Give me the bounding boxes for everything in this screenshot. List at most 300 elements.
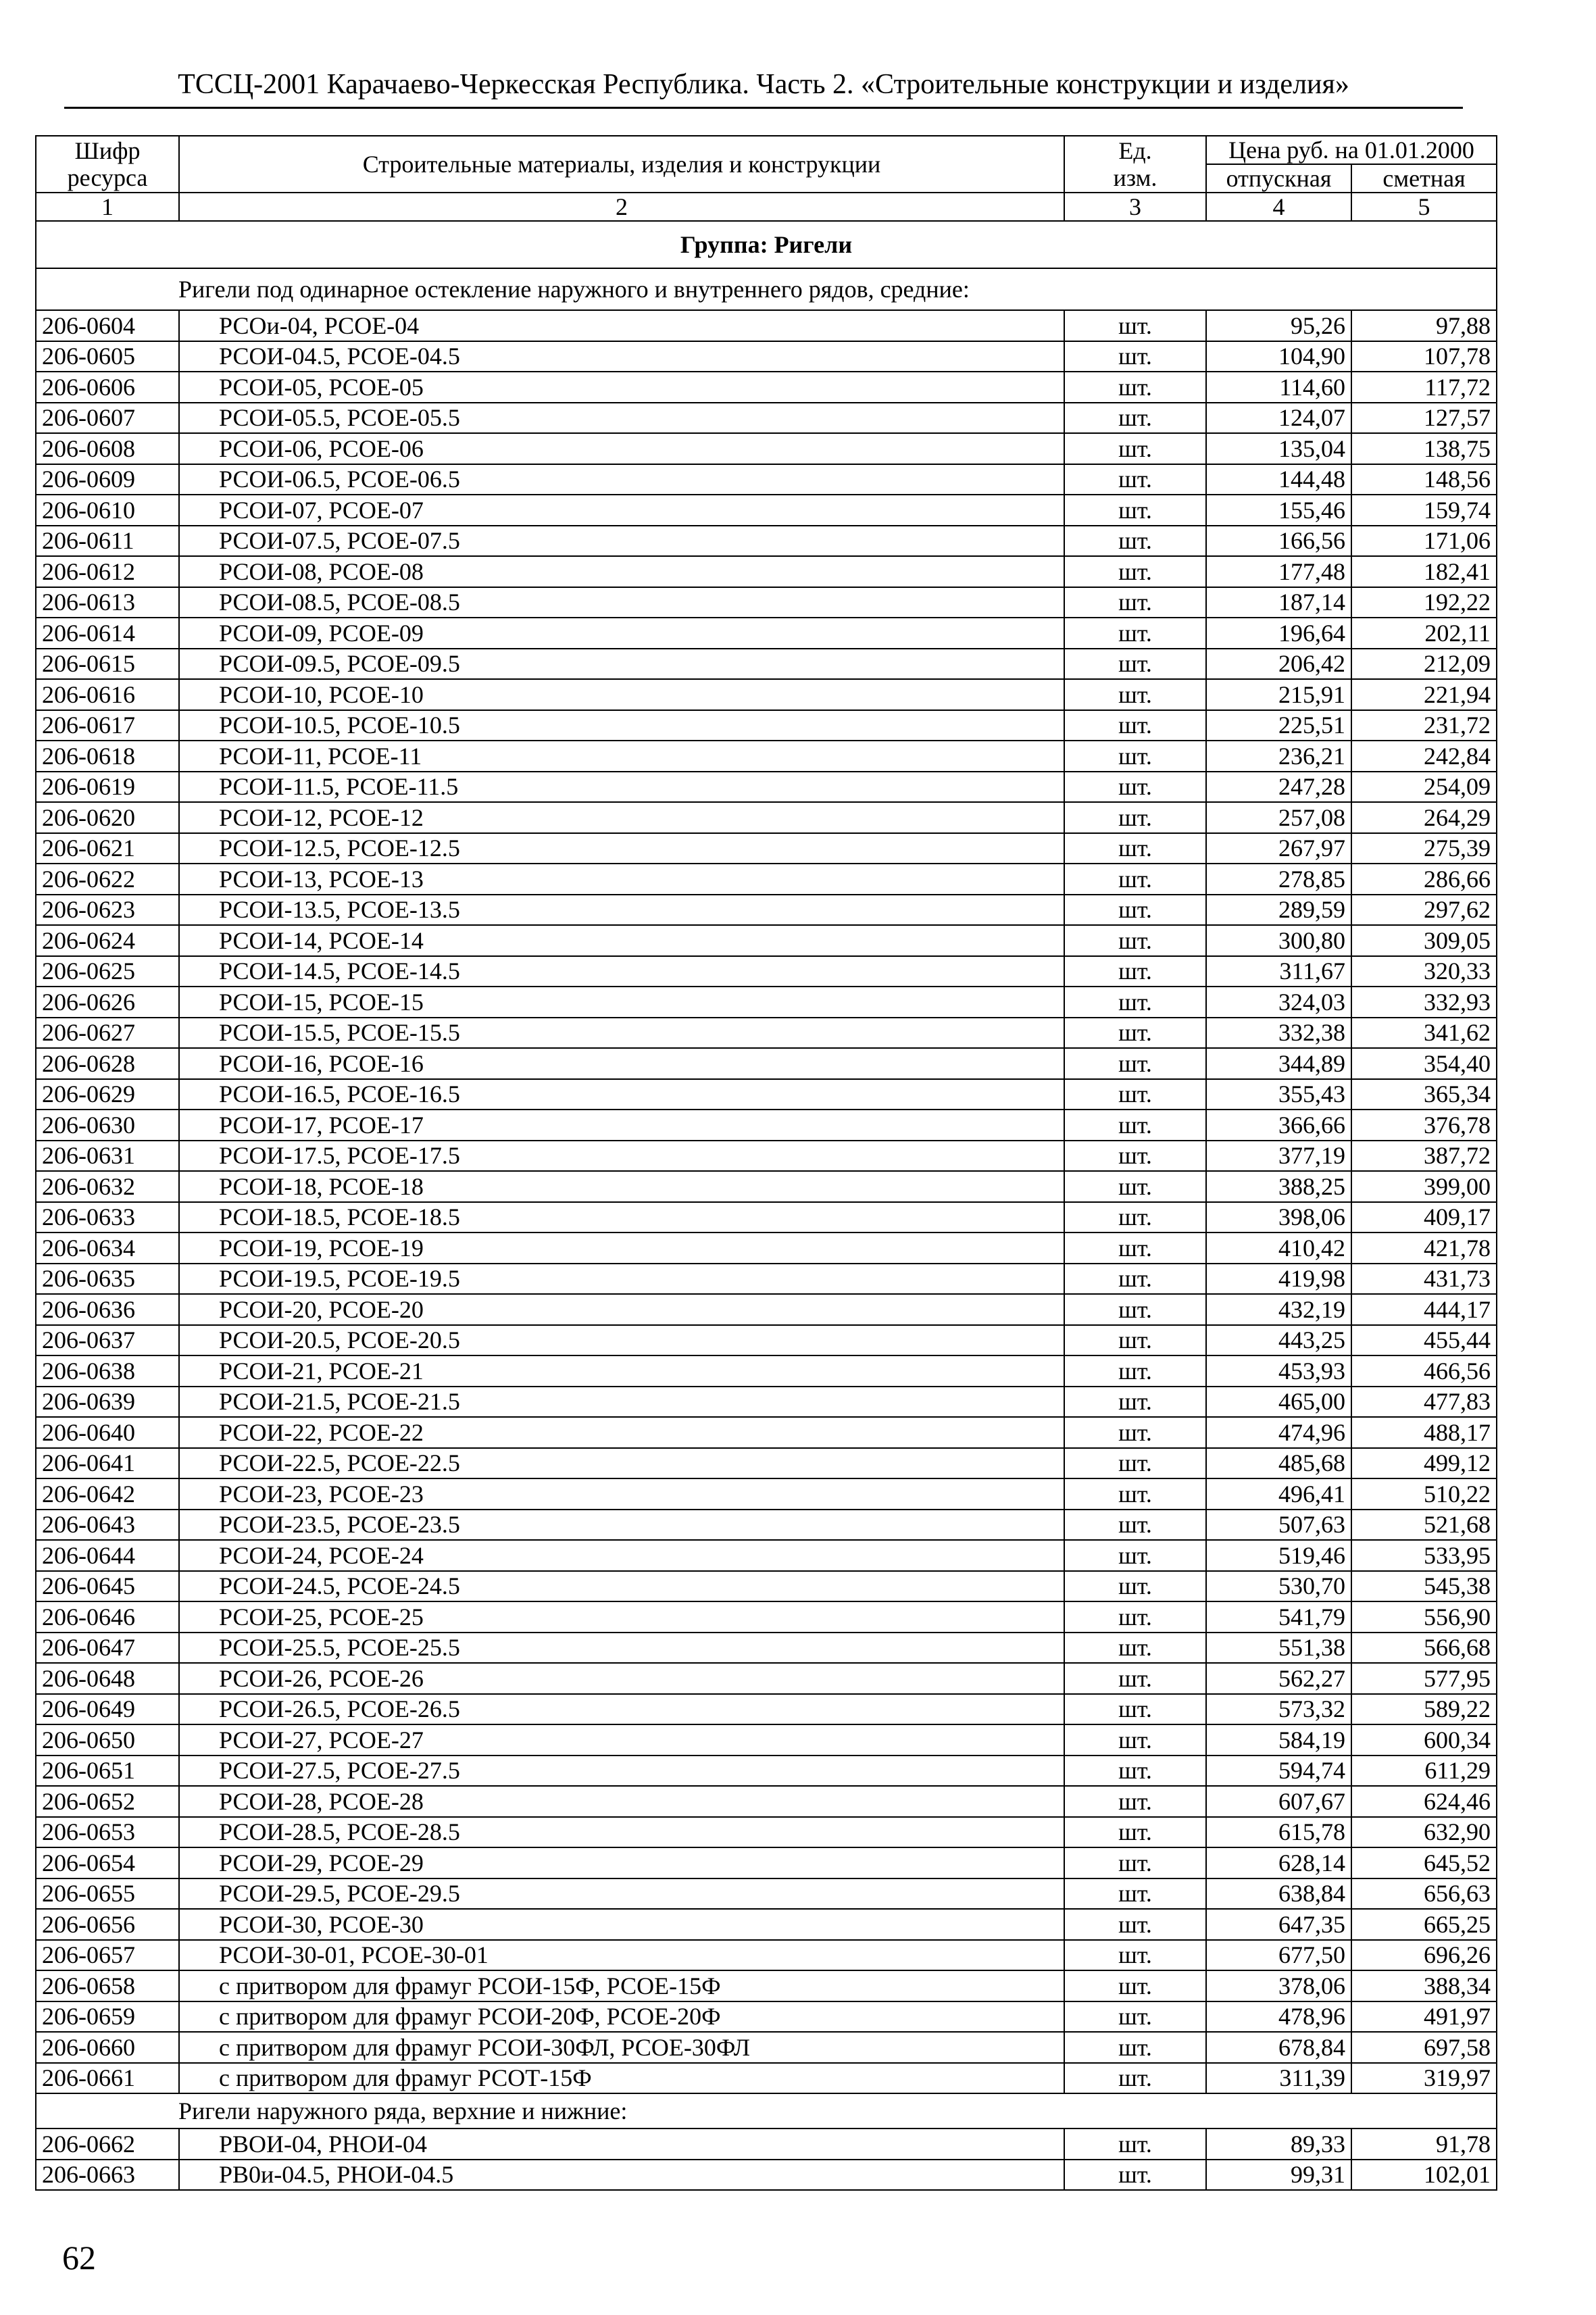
unit-of-measure: шт. [1064, 1847, 1206, 1878]
resource-code: 206-0612 [36, 556, 179, 587]
resource-code: 206-0625 [36, 956, 179, 987]
material-name: РВ0и-04.5, РНОИ-04.5 [179, 2160, 1064, 2191]
unit-of-measure: шт. [1064, 987, 1206, 1018]
release-price: 584,19 [1206, 1724, 1351, 1756]
unit-of-measure: шт. [1064, 310, 1206, 341]
unit-of-measure: шт. [1064, 741, 1206, 772]
resource-code: 206-0607 [36, 403, 179, 434]
estimate-price: 231,72 [1351, 710, 1497, 741]
release-price: 247,28 [1206, 772, 1351, 803]
unit-of-measure: шт. [1064, 1724, 1206, 1756]
table-row [36, 1325, 1497, 1356]
resource-code: 206-0635 [36, 1264, 179, 1295]
table-row [36, 618, 1497, 649]
material-name: РСОИ-12, РСОЕ-12 [179, 802, 1064, 833]
material-name: РСОИ-15.5, РСОЕ-15.5 [179, 1018, 1064, 1049]
estimate-price: 696,26 [1351, 1940, 1497, 1971]
unit-of-measure: шт. [1064, 649, 1206, 680]
estimate-price: 545,38 [1351, 1571, 1497, 1602]
resource-code: 206-0623 [36, 895, 179, 926]
price-table [35, 135, 1497, 2191]
table-row [36, 372, 1497, 403]
column-number: 1 [36, 193, 179, 221]
table-row [36, 1510, 1497, 1541]
material-name: РСОИ-17, РСОЕ-17 [179, 1110, 1064, 1141]
table-row [36, 1540, 1497, 1571]
unit-of-measure: шт. [1064, 1694, 1206, 1725]
material-name: РСОИ-22.5, РСОЕ-22.5 [179, 1448, 1064, 1479]
table-row [36, 1633, 1497, 1664]
material-name: РСОИ-08, РСОЕ-08 [179, 556, 1064, 587]
unit-of-measure: шт. [1064, 1940, 1206, 1971]
estimate-price: 388,34 [1351, 1970, 1497, 2001]
release-price: 187,14 [1206, 587, 1351, 618]
material-name: РСОИ-13.5, РСОЕ-13.5 [179, 895, 1064, 926]
release-price: 594,74 [1206, 1756, 1351, 1787]
table-row [36, 495, 1497, 526]
table-row [36, 1571, 1497, 1602]
column-number: 2 [179, 193, 1064, 221]
resource-code: 206-0639 [36, 1387, 179, 1418]
unit-of-measure: шт. [1064, 372, 1206, 403]
resource-code: 206-0648 [36, 1663, 179, 1694]
table-row [36, 1786, 1497, 1817]
column-number: 4 [1206, 193, 1351, 221]
resource-code: 206-0658 [36, 1970, 179, 2001]
resource-code: 206-0609 [36, 464, 179, 495]
material-name: РСОИ-21, РСОЕ-21 [179, 1355, 1064, 1387]
resource-code: 206-0643 [36, 1510, 179, 1541]
table-row [36, 433, 1497, 464]
estimate-price: 376,78 [1351, 1110, 1497, 1141]
release-price: 236,21 [1206, 741, 1351, 772]
material-name: РСОИ-27, РСОЕ-27 [179, 1724, 1064, 1756]
table-row [36, 341, 1497, 372]
release-price: 344,89 [1206, 1048, 1351, 1079]
estimate-price: 455,44 [1351, 1325, 1497, 1356]
header-price-release: отпускная [1206, 164, 1351, 193]
release-price: 206,42 [1206, 649, 1351, 680]
unit-of-measure: шт. [1064, 1294, 1206, 1325]
material-name: РСОИ-07.5, РСОЕ-07.5 [179, 526, 1064, 557]
release-price: 419,98 [1206, 1264, 1351, 1295]
resource-code: 206-0610 [36, 495, 179, 526]
estimate-price: 117,72 [1351, 372, 1497, 403]
estimate-price: 477,83 [1351, 1387, 1497, 1418]
unit-of-measure: шт. [1064, 1817, 1206, 1848]
table-row [36, 2160, 1497, 2191]
resource-code: 206-0616 [36, 679, 179, 710]
release-price: 99,31 [1206, 2160, 1351, 2191]
unit-of-measure: шт. [1064, 1141, 1206, 1172]
release-price: 541,79 [1206, 1601, 1351, 1633]
material-name: РВОИ-04, РНОИ-04 [179, 2129, 1064, 2160]
table-row [36, 2129, 1497, 2160]
release-price: 166,56 [1206, 526, 1351, 557]
unit-of-measure: шт. [1064, 1633, 1206, 1664]
release-price: 177,48 [1206, 556, 1351, 587]
table-row [36, 1847, 1497, 1878]
unit-of-measure: шт. [1064, 1264, 1206, 1295]
resource-code: 206-0636 [36, 1294, 179, 1325]
resource-code: 206-0631 [36, 1141, 179, 1172]
release-price: 388,25 [1206, 1171, 1351, 1202]
release-price: 144,48 [1206, 464, 1351, 495]
material-name: РСОИ-29, РСОЕ-29 [179, 1847, 1064, 1878]
material-name: РСОИ-26.5, РСОЕ-26.5 [179, 1694, 1064, 1725]
release-price: 573,32 [1206, 1694, 1351, 1725]
material-name: РСОИ-21.5, РСОЕ-21.5 [179, 1387, 1064, 1418]
unit-of-measure: шт. [1064, 833, 1206, 864]
release-price: 677,50 [1206, 1940, 1351, 1971]
resource-code: 206-0655 [36, 1878, 179, 1910]
table-row [36, 987, 1497, 1018]
unit-of-measure: шт. [1064, 1325, 1206, 1356]
unit-of-measure: шт. [1064, 1510, 1206, 1541]
release-price: 278,85 [1206, 864, 1351, 895]
table-row [36, 1141, 1497, 1172]
material-name: РСОИ-22, РСОЕ-22 [179, 1417, 1064, 1448]
material-name: РСОИ-19, РСОЕ-19 [179, 1233, 1064, 1264]
table-row [36, 802, 1497, 833]
header-code [36, 136, 179, 193]
material-name: с притвором для фрамуг РСОТ-15Ф [179, 2063, 1064, 2094]
estimate-price: 212,09 [1351, 649, 1497, 680]
resource-code: 206-0650 [36, 1724, 179, 1756]
release-price: 95,26 [1206, 310, 1351, 341]
release-price: 410,42 [1206, 1233, 1351, 1264]
table-row [36, 1171, 1497, 1202]
estimate-price: 387,72 [1351, 1141, 1497, 1172]
estimate-price: 510,22 [1351, 1478, 1497, 1510]
estimate-price: 309,05 [1351, 925, 1497, 956]
release-price: 496,41 [1206, 1478, 1351, 1510]
release-price: 551,38 [1206, 1633, 1351, 1664]
estimate-price: 332,93 [1351, 987, 1497, 1018]
estimate-price: 611,29 [1351, 1756, 1497, 1787]
release-price: 615,78 [1206, 1817, 1351, 1848]
resource-code: 206-0606 [36, 372, 179, 403]
resource-code: 206-0640 [36, 1417, 179, 1448]
material-name: РСОИ-10, РСОЕ-10 [179, 679, 1064, 710]
estimate-price: 319,97 [1351, 2063, 1497, 2094]
resource-code: 206-0622 [36, 864, 179, 895]
estimate-price: 264,29 [1351, 802, 1497, 833]
estimate-price: 275,39 [1351, 833, 1497, 864]
estimate-price: 665,25 [1351, 1909, 1497, 1940]
release-price: 443,25 [1206, 1325, 1351, 1356]
unit-of-measure: шт. [1064, 1756, 1206, 1787]
material-name: с притвором для фрамуг РСОИ-30ФЛ, РСОЕ-30ФЛ [179, 2032, 1064, 2063]
unit-of-measure: шт. [1064, 1110, 1206, 1141]
resource-code: 206-0629 [36, 1079, 179, 1110]
estimate-price: 566,68 [1351, 1633, 1497, 1664]
resource-code: 206-0662 [36, 2129, 179, 2160]
table-row [36, 1387, 1497, 1418]
unit-of-measure: шт. [1064, 556, 1206, 587]
material-name: РСОИ-07, РСОЕ-07 [179, 495, 1064, 526]
unit-of-measure: шт. [1064, 1970, 1206, 2001]
estimate-price: 97,88 [1351, 310, 1497, 341]
header-code-line1: Шифр [74, 137, 141, 164]
estimate-price: 102,01 [1351, 2160, 1497, 2191]
resource-code: 206-0642 [36, 1478, 179, 1510]
table-row [36, 2001, 1497, 2033]
material-name: РСОИ-27.5, РСОЕ-27.5 [179, 1756, 1064, 1787]
resource-code: 206-0654 [36, 1847, 179, 1878]
table-row [36, 1079, 1497, 1110]
release-price: 607,67 [1206, 1786, 1351, 1817]
material-name: РСОИ-13, РСОЕ-13 [179, 864, 1064, 895]
unit-of-measure: шт. [1064, 1878, 1206, 1910]
estimate-price: 645,52 [1351, 1847, 1497, 1878]
release-price: 453,93 [1206, 1355, 1351, 1387]
resource-code: 206-0615 [36, 649, 179, 680]
table-row [36, 1202, 1497, 1233]
release-price: 124,07 [1206, 403, 1351, 434]
table-row [36, 1264, 1497, 1295]
table-row [36, 1878, 1497, 1910]
estimate-price: 286,66 [1351, 864, 1497, 895]
table-row [36, 587, 1497, 618]
estimate-price: 297,62 [1351, 895, 1497, 926]
release-price: 267,97 [1206, 833, 1351, 864]
table-row [36, 956, 1497, 987]
material-name: РСОИ-17.5, РСОЕ-17.5 [179, 1141, 1064, 1172]
unit-of-measure: шт. [1064, 1909, 1206, 1940]
unit-of-measure: шт. [1064, 864, 1206, 895]
unit-of-measure: шт. [1064, 772, 1206, 803]
unit-of-measure: шт. [1064, 1048, 1206, 1079]
table-row [36, 1110, 1497, 1141]
unit-of-measure: шт. [1064, 1018, 1206, 1049]
resource-code: 206-0653 [36, 1817, 179, 1848]
release-price: 474,96 [1206, 1417, 1351, 1448]
release-price: 530,70 [1206, 1571, 1351, 1602]
estimate-price: 202,11 [1351, 618, 1497, 649]
material-name: РСОИ-28.5, РСОЕ-28.5 [179, 1817, 1064, 1848]
estimate-price: 192,22 [1351, 587, 1497, 618]
unit-of-measure: шт. [1064, 618, 1206, 649]
release-price: 324,03 [1206, 987, 1351, 1018]
estimate-price: 138,75 [1351, 433, 1497, 464]
table-row [36, 556, 1497, 587]
material-name: РСОИ-14, РСОЕ-14 [179, 925, 1064, 956]
release-price: 377,19 [1206, 1141, 1351, 1172]
estimate-price: 589,22 [1351, 1694, 1497, 1725]
material-name: РСОИ-18, РСОЕ-18 [179, 1171, 1064, 1202]
resource-code: 206-0660 [36, 2032, 179, 2063]
unit-of-measure: шт. [1064, 2032, 1206, 2063]
table-row [36, 1694, 1497, 1725]
resource-code: 206-0645 [36, 1571, 179, 1602]
resource-code: 206-0652 [36, 1786, 179, 1817]
estimate-price: 444,17 [1351, 1294, 1497, 1325]
release-price: 519,46 [1206, 1540, 1351, 1571]
unit-of-measure: шт. [1064, 433, 1206, 464]
estimate-price: 91,78 [1351, 2129, 1497, 2160]
release-price: 366,66 [1206, 1110, 1351, 1141]
unit-of-measure: шт. [1064, 1540, 1206, 1571]
page-number: 62 [62, 2239, 96, 2276]
table-row [36, 1817, 1497, 1848]
section-label: Ригели под одинарное остекление наружного и внутреннего рядов, средние: [36, 268, 1497, 310]
unit-of-measure: шт. [1064, 1355, 1206, 1387]
estimate-price: 521,68 [1351, 1510, 1497, 1541]
table-row [36, 1601, 1497, 1633]
unit-of-measure: шт. [1064, 1448, 1206, 1479]
unit-of-measure: шт. [1064, 925, 1206, 956]
table-row [36, 1756, 1497, 1787]
resource-code: 206-0627 [36, 1018, 179, 1049]
estimate-price: 107,78 [1351, 341, 1497, 372]
unit-of-measure: шт. [1064, 587, 1206, 618]
resource-code: 206-0634 [36, 1233, 179, 1264]
resource-code: 206-0663 [36, 2160, 179, 2191]
material-name: РСОИ-25, РСОЕ-25 [179, 1601, 1064, 1633]
material-name: РСОИ-11.5, РСОЕ-11.5 [179, 772, 1064, 803]
table-row [36, 526, 1497, 557]
resource-code: 206-0613 [36, 587, 179, 618]
material-name: РСОИ-10.5, РСОЕ-10.5 [179, 710, 1064, 741]
release-price: 196,64 [1206, 618, 1351, 649]
material-name: РСОИ-29.5, РСОЕ-29.5 [179, 1878, 1064, 1910]
release-price: 89,33 [1206, 2129, 1351, 2160]
table-row [36, 864, 1497, 895]
table-row [36, 1909, 1497, 1940]
estimate-price: 491,97 [1351, 2001, 1497, 2033]
estimate-price: 577,95 [1351, 1663, 1497, 1694]
release-price: 638,84 [1206, 1878, 1351, 1910]
resource-code: 206-0605 [36, 341, 179, 372]
material-name: РСОИ-12.5, РСОЕ-12.5 [179, 833, 1064, 864]
unit-of-measure: шт. [1064, 2160, 1206, 2191]
table-row [36, 649, 1497, 680]
unit-of-measure: шт. [1064, 1601, 1206, 1633]
estimate-price: 409,17 [1351, 1202, 1497, 1233]
estimate-price: 499,12 [1351, 1448, 1497, 1479]
table-row [36, 1233, 1497, 1264]
unit-of-measure: шт. [1064, 1079, 1206, 1110]
header-unit-line2: изм. [1113, 164, 1157, 191]
estimate-price: 365,34 [1351, 1079, 1497, 1110]
material-name: с притвором для фрамуг РСОИ-15Ф, РСОЕ-15Ф [179, 1970, 1064, 2001]
table-row [36, 1417, 1497, 1448]
resource-code: 206-0630 [36, 1110, 179, 1141]
table-row [36, 1448, 1497, 1479]
table-row [36, 772, 1497, 803]
resource-code: 206-0638 [36, 1355, 179, 1387]
section-label: Ригели наружного ряда, верхние и нижние: [36, 2093, 1497, 2129]
estimate-price: 399,00 [1351, 1171, 1497, 1202]
material-name: РСОИ-30, РСОЕ-30 [179, 1909, 1064, 1940]
table-row [36, 1478, 1497, 1510]
column-number: 3 [1064, 193, 1206, 221]
resource-code: 206-0611 [36, 526, 179, 557]
table-row [36, 1048, 1497, 1079]
resource-code: 206-0651 [36, 1756, 179, 1787]
resource-code: 206-0661 [36, 2063, 179, 2094]
estimate-price: 148,56 [1351, 464, 1497, 495]
release-price: 465,00 [1206, 1387, 1351, 1418]
table-row [36, 710, 1497, 741]
header-price-estimate: сметная [1351, 164, 1497, 193]
estimate-price: 354,40 [1351, 1048, 1497, 1079]
resource-code: 206-0617 [36, 710, 179, 741]
estimate-price: 254,09 [1351, 772, 1497, 803]
resource-code: 206-0608 [36, 433, 179, 464]
resource-code: 206-0644 [36, 1540, 179, 1571]
estimate-price: 533,95 [1351, 1540, 1497, 1571]
release-price: 135,04 [1206, 433, 1351, 464]
material-name: РСОИ-09.5, РСОЕ-09.5 [179, 649, 1064, 680]
release-price: 332,38 [1206, 1018, 1351, 1049]
table-row [36, 925, 1497, 956]
unit-of-measure: шт. [1064, 1478, 1206, 1510]
release-price: 485,68 [1206, 1448, 1351, 1479]
table-row [36, 1294, 1497, 1325]
unit-of-measure: шт. [1064, 526, 1206, 557]
unit-of-measure: шт. [1064, 403, 1206, 434]
table-row [36, 1018, 1497, 1049]
estimate-price: 182,41 [1351, 556, 1497, 587]
release-price: 114,60 [1206, 372, 1351, 403]
unit-of-measure: шт. [1064, 341, 1206, 372]
table-row [36, 1355, 1497, 1387]
release-price: 562,27 [1206, 1663, 1351, 1694]
estimate-price: 556,90 [1351, 1601, 1497, 1633]
table-row [36, 1970, 1497, 2001]
material-name: РСОИ-18.5, РСОЕ-18.5 [179, 1202, 1064, 1233]
estimate-price: 127,57 [1351, 403, 1497, 434]
release-price: 257,08 [1206, 802, 1351, 833]
release-price: 155,46 [1206, 495, 1351, 526]
table-row [36, 2063, 1497, 2094]
resource-code: 206-0614 [36, 618, 179, 649]
release-price: 300,80 [1206, 925, 1351, 956]
material-name: РСОИ-24.5, РСОЕ-24.5 [179, 1571, 1064, 1602]
estimate-price: 600,34 [1351, 1724, 1497, 1756]
release-price: 104,90 [1206, 341, 1351, 372]
release-price: 225,51 [1206, 710, 1351, 741]
estimate-price: 242,84 [1351, 741, 1497, 772]
unit-of-measure: шт. [1064, 956, 1206, 987]
unit-of-measure: шт. [1064, 2129, 1206, 2160]
table-row [36, 895, 1497, 926]
resource-code: 206-0604 [36, 310, 179, 341]
estimate-price: 466,56 [1351, 1355, 1497, 1387]
unit-of-measure: шт. [1064, 802, 1206, 833]
release-price: 355,43 [1206, 1079, 1351, 1110]
release-price: 215,91 [1206, 679, 1351, 710]
resource-code: 206-0659 [36, 2001, 179, 2033]
material-name: РСОИ-23.5, РСОЕ-23.5 [179, 1510, 1064, 1541]
release-price: 678,84 [1206, 2032, 1351, 2063]
estimate-price: 488,17 [1351, 1417, 1497, 1448]
resource-code: 206-0656 [36, 1909, 179, 1940]
material-name: РСОИ-09, РСОЕ-09 [179, 618, 1064, 649]
resource-code: 206-0618 [36, 741, 179, 772]
resource-code: 206-0619 [36, 772, 179, 803]
unit-of-measure: шт. [1064, 1571, 1206, 1602]
estimate-price: 421,78 [1351, 1233, 1497, 1264]
column-number: 5 [1351, 193, 1497, 221]
material-name: РСОИ-08.5, РСОЕ-08.5 [179, 587, 1064, 618]
table-row [36, 2032, 1497, 2063]
release-price: 478,96 [1206, 2001, 1351, 2033]
release-price: 647,35 [1206, 1909, 1351, 1940]
resource-code: 206-0646 [36, 1601, 179, 1633]
